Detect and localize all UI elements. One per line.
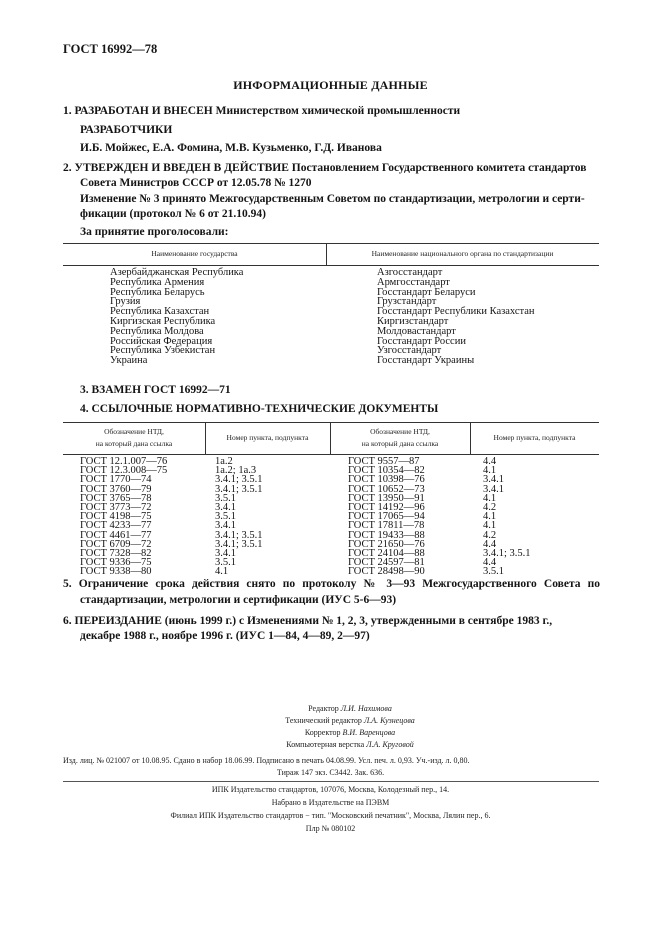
ref-item-cell: 4.4 <box>483 557 497 569</box>
document-code: ГОСТ 16992—78 <box>63 42 158 56</box>
section-6-line2: декабре 1988 г., ноябре 1996 г. (ИУС 1—84, 4—89, 2—97) <box>80 630 370 642</box>
ref-doc-cell: ГОСТ 6709—72 <box>80 538 152 550</box>
credit-person: В.И. Варенцова <box>342 728 396 737</box>
table-rule <box>63 454 599 455</box>
ref-item-cell: 1а.2 <box>215 456 233 467</box>
vote-state-cell: Грузия <box>110 296 141 308</box>
section-number: 2. <box>63 162 72 174</box>
vote-state-cell: Республика Казахстан <box>110 306 210 318</box>
ref-item-cell: 3.5.1 <box>215 511 236 523</box>
amendment-line2: фикации (протокол № 6 от 21.10.94) <box>80 208 266 220</box>
vote-body-cell: Узгосстандарт <box>377 345 442 357</box>
ref-doc-cell: ГОСТ 4233—77 <box>80 520 152 532</box>
section-5-line2: стандартизации, метрологии и сертификации (ИУС 5-6—93) <box>80 594 397 606</box>
ref-item-cell: 4.4 <box>483 538 497 550</box>
credit-role: Корректор <box>304 728 341 737</box>
section-1 <box>63 105 460 117</box>
section-lead: ПЕРЕИЗДАНИЕ <box>74 615 162 627</box>
ref-doc-cell: ГОСТ 3760—79 <box>80 483 152 495</box>
ref-header-doc <box>63 426 205 450</box>
section-2-line2: Совета Министров СССР от 12.05.78 № 1270 <box>80 177 312 189</box>
ref-doc-cell: ГОСТ 7328—82 <box>80 547 152 559</box>
ref-item-cell: 3.4.1; 3.5.1 <box>215 474 263 486</box>
ref-item-cell: 4.1 <box>483 492 497 504</box>
vote-state-cell: Киргизская Республика <box>110 315 216 327</box>
ref-header-doc-line2: на который дана ссылка <box>95 439 173 448</box>
credit-person: Л.А. Кузнецова <box>363 716 415 725</box>
ref-doc-cell: ГОСТ 21650—76 <box>348 538 425 550</box>
vote-body-cell: Киргизстандарт <box>377 315 449 327</box>
ref-item-cell: 4.1 <box>483 520 497 532</box>
vote-body-cell: Госстандарт России <box>377 335 466 347</box>
ref-doc-cell: ГОСТ 24104—88 <box>348 547 425 559</box>
ref-item-cell: 4.2 <box>483 529 497 541</box>
ref-item-cell: 3.4.1; 3.5.1 <box>215 529 263 541</box>
credits-block <box>200 704 500 752</box>
vote-body-cell: Молдовастандарт <box>377 325 456 337</box>
developers-names: И.Б. Мойжес, Е.А. Фомина, М.В. Кузьменко, Г.Д. Иванова <box>80 142 382 154</box>
vote-state-cell: Республика Молдова <box>110 325 204 337</box>
ref-doc-cell: ГОСТ 3773—72 <box>80 501 152 513</box>
ref-item-cell: 3.4.1 <box>483 483 504 495</box>
ref-item-cell: 1а.2; 1а.3 <box>215 465 257 477</box>
ref-header-item: Номер пункта, подпункта <box>226 433 309 442</box>
ref-header-doc-2 <box>330 426 470 450</box>
vote-body-cell: Госстандарт Беларуси <box>377 286 476 298</box>
credit-person: Л.И. Нахимова <box>340 704 392 713</box>
ref-doc-cell: ГОСТ 1770—74 <box>80 474 152 486</box>
ref-doc-cell: ГОСТ 17811—78 <box>348 520 425 532</box>
vote-header-body: Наименование национального органа по стандартизации <box>371 249 554 258</box>
publisher-line1: ИПК Издательство стандартов, 107076, Москва, Колодезный пер., 14. <box>211 785 450 794</box>
ref-doc-cell: ГОСТ 24597—81 <box>348 557 425 569</box>
ref-doc-cell: ГОСТ 12.3.008—75 <box>80 465 168 477</box>
section-lead: УТВЕРЖДЕН И ВВЕДЕН В ДЕЙСТВИЕ <box>74 162 289 174</box>
ref-item-cell: 4.1 <box>215 566 229 578</box>
vote-bodies-column <box>377 268 535 366</box>
section-text: Министерством химической промышленности <box>215 105 461 117</box>
ref-item-cell: 3.4.1 <box>215 520 236 532</box>
vote-state-cell: Азербайджанская Республика <box>110 267 244 278</box>
section-number: 5. <box>63 578 72 590</box>
vote-body-cell: Госстандарт Украины <box>377 355 475 367</box>
section-text: Ограничение срока действия снято по протоколу № 3—93 Межгосударственного Совета по <box>78 578 601 590</box>
ref-doc-cell: ГОСТ 4461—77 <box>80 529 152 541</box>
credit-person: Л.А. Круговой <box>366 740 414 749</box>
section-4 <box>80 403 438 415</box>
credit-role: Редактор <box>308 704 339 713</box>
ref-doc-cell: ГОСТ 14192—96 <box>348 501 425 513</box>
publisher-line3: Филиал ИПК Издательство стандартов − тип. "Московский печатник", Москва, Лялин пер., 6. <box>170 811 491 820</box>
amendment-line1: Изменение № 3 принято Межгосударственным Советом по стандартизации, метрологии и серти- <box>80 193 585 205</box>
page-title: ИНФОРМАЦИОННЫЕ ДАННЫЕ <box>233 78 428 92</box>
table-rule <box>63 265 599 266</box>
ref-item-cell: 3.5.1 <box>215 557 236 569</box>
ref-item-cell: 3.4.1 <box>483 474 504 486</box>
developers-label: РАЗРАБОТЧИКИ <box>80 124 173 136</box>
ref-doc-cell: ГОСТ 13950—91 <box>348 492 425 504</box>
section-number: 3. <box>80 384 89 396</box>
ref-header-doc-line1: Обозначение НТД, <box>370 427 430 436</box>
ref-doc-cell: ГОСТ 17065—94 <box>348 511 425 523</box>
section-number: 4. <box>80 403 89 415</box>
ref-item-cell: 4.1 <box>483 465 497 477</box>
ref-doc-cell: ГОСТ 10398—76 <box>348 474 425 486</box>
ref-right-docs-column <box>348 457 425 576</box>
ref-item-cell: 3.4.1; 3.5.1 <box>483 547 531 559</box>
vote-body-cell: Госстандарт Республики Казахстан <box>377 306 535 318</box>
imprint-line2: Тираж 147 экз. С3442. Зак. 636. <box>276 768 385 777</box>
ref-item-cell: 3.4.1; 3.5.1 <box>215 483 263 495</box>
ref-item-cell: 3.5.1 <box>483 566 504 578</box>
section-text: ССЫЛОЧНЫЕ НОРМАТИВНО-ТЕХНИЧЕСКИЕ ДОКУМЕНТЫ <box>91 403 439 415</box>
vote-states-column <box>110 268 243 366</box>
section-text: ВЗАМЕН ГОСТ 16992—71 <box>91 384 231 396</box>
ref-left-docs-column <box>80 457 167 576</box>
vote-body-cell: Армгосстандарт <box>377 276 450 288</box>
imprint-line1: Изд. лиц. № 021007 от 10.08.95. Сдано в набор 18.06.99. Подписано в печать 04.08.99. Усл. печ. л. 0,93. Уч.-изд. л. 0,80. <box>63 756 470 765</box>
publisher-line4: Плр № 080102 <box>305 824 356 833</box>
ref-header-doc-line1: Обозначение НТД, <box>104 427 164 436</box>
voted-label: За принятие проголосовали: <box>80 226 229 238</box>
section-3 <box>80 384 231 396</box>
section-text: (июнь 1999 г.) с Изменениями № 1, 2, 3, утвержденными в сентябре 1983 г., <box>164 615 553 627</box>
ref-doc-cell: ГОСТ 12.1.007—76 <box>80 456 168 467</box>
section-6-line1 <box>63 615 552 627</box>
ref-item-cell: 3.5.1 <box>215 492 236 504</box>
ref-doc-cell: ГОСТ 4198—75 <box>80 511 152 523</box>
ref-doc-cell: ГОСТ 9338—80 <box>80 566 152 578</box>
ref-doc-cell: ГОСТ 9336—75 <box>80 557 152 569</box>
vote-state-cell: Республика Беларусь <box>110 286 205 298</box>
table-rule <box>63 243 599 244</box>
ref-header-doc-line2: на который дана ссылка <box>361 439 439 448</box>
ref-left-items-column <box>215 457 263 576</box>
credit-line <box>200 716 500 728</box>
ref-item-cell: 4.4 <box>483 456 497 467</box>
credit-line <box>200 728 500 740</box>
section-number: 6. <box>63 615 72 627</box>
ref-doc-cell: ГОСТ 19433—88 <box>348 529 425 541</box>
section-2-line1 <box>63 162 586 174</box>
credit-line <box>200 704 500 716</box>
ref-doc-cell: ГОСТ 10354—82 <box>348 465 425 477</box>
vote-state-cell: Украина <box>110 355 148 367</box>
ref-item-cell: 4.1 <box>483 511 497 523</box>
ref-doc-cell: ГОСТ 28498—90 <box>348 566 425 578</box>
credit-role: Компьютерная верстка <box>286 740 365 749</box>
vote-state-cell: Республика Узбекистан <box>110 345 216 357</box>
vote-header-state: Наименование государства <box>151 249 238 258</box>
section-lead: РАЗРАБОТАН И ВНЕСЕН <box>74 105 213 117</box>
vote-state-cell: Республика Армения <box>110 276 205 288</box>
credit-role: Технический редактор <box>285 716 362 725</box>
table-rule <box>63 422 599 423</box>
section-5-line1 <box>63 578 600 590</box>
ref-item-cell: 4.2 <box>483 501 497 513</box>
publisher-line2: Набрано в Издательстве на ПЭВМ <box>271 798 390 807</box>
credit-line <box>200 740 500 752</box>
ref-doc-cell: ГОСТ 9557—87 <box>348 456 420 467</box>
section-text: Постановлением Государственного комитета стандартов <box>291 162 587 174</box>
ref-doc-cell: ГОСТ 10652—73 <box>348 483 425 495</box>
ref-item-cell: 3.4.1 <box>215 547 236 559</box>
divider <box>63 781 599 782</box>
ref-right-items-column <box>483 457 531 576</box>
ref-header-item-2: Номер пункта, подпункта <box>493 433 576 442</box>
ref-item-cell: 3.4.1; 3.5.1 <box>215 538 263 550</box>
ref-item-cell: 3.4.1 <box>215 501 236 513</box>
vote-body-cell: Грузстандарт <box>377 296 437 308</box>
section-number: 1. <box>63 105 72 117</box>
vote-body-cell: Азгосстандарт <box>377 267 443 278</box>
ref-doc-cell: ГОСТ 3765—78 <box>80 492 152 504</box>
vote-state-cell: Российская Федерация <box>110 335 213 347</box>
